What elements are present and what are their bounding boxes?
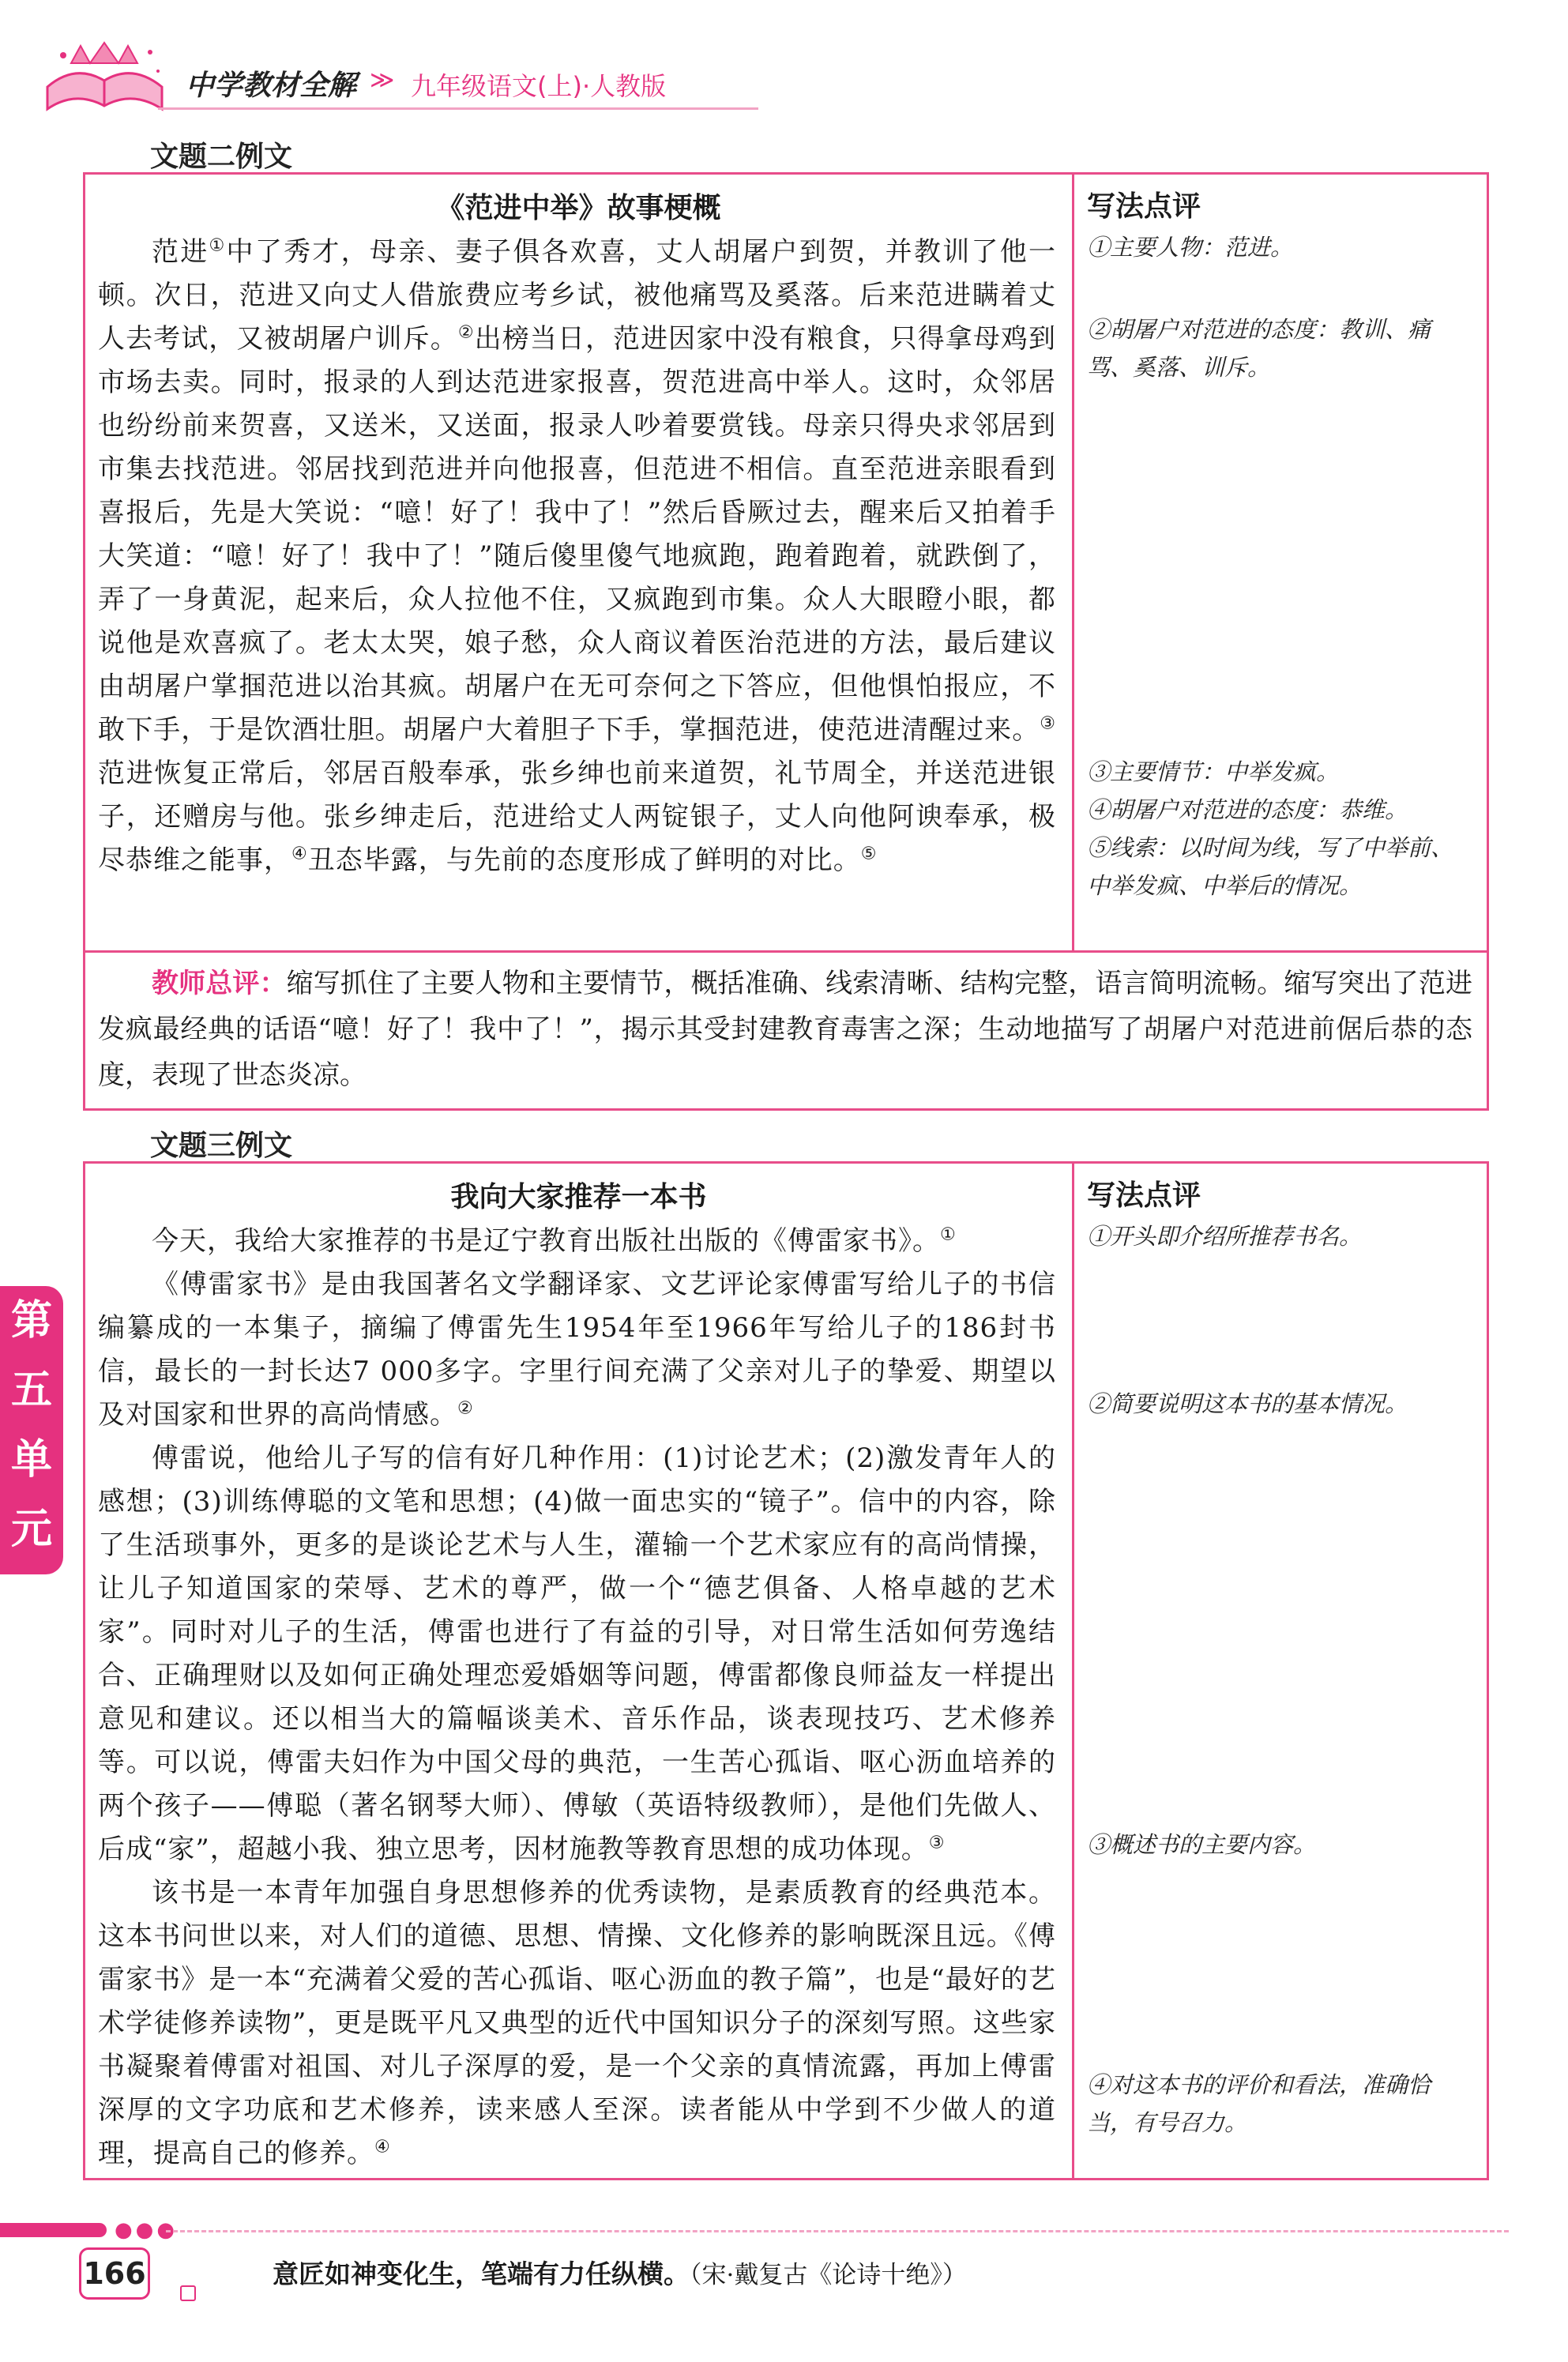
section2-note-2: ②胡屠户对范进的态度：教训、痛骂、奚落、训斥。 [1087,316,1431,381]
header-book-title: 中学教材全解 [186,70,357,102]
section2-heading: 文题二例文 [150,141,293,173]
page-square-icon [180,2285,196,2301]
section3-main-column [85,1164,1074,2178]
teacher-evaluation-label: 教师总评： [152,968,287,999]
unit-tab-char: 第 [10,1297,52,1345]
section3-paragraph-4: 该书是一本青年加强自身思想修养的优秀读物，是素质教育的经典范本。这本书问世以来，对人们的道德、思想、情操、文化修养的影响既深且远。《傅雷家书》是一本“充满着父爱的苦心孤诣、呕心沥血的教子篇”，也是“最好的艺术学徒修养读物”，更是既平凡又典型的近代中国知识分子的深刻写照。这些家书凝聚着傅雷对祖国、对儿子深厚的爱，是一个父亲的真情流露，再加上傅雷深厚的文字功底和艺术修养，读来感人至深。读者能从中学到不少做人的道理，提高自己的修养。④ [98,1877,1056,2169]
section2-essay-title: 《范进中举》故事梗概 [436,192,721,224]
teacher-evaluation [85,950,1487,1108]
section2-note-4: ④胡屠户对范进的态度：恭维。 [1087,796,1408,823]
section2-note-1: ①主要人物：范进。 [1087,234,1294,261]
unit-tab-char: 单 [10,1436,52,1484]
section3-note-3: ③概述书的主要内容。 [1087,1831,1317,1858]
page-number: 166 [79,2247,150,2300]
section3-note-1: ①开头即介绍所推荐书名。 [1087,1223,1363,1250]
book-logo-icon [39,32,170,118]
section3-heading: 文题三例文 [150,1130,293,1162]
section3-side-column [1074,1164,1487,2178]
section3-note-4: ④对这本书的评价和看法，准确恰当，有号召力。 [1087,2071,1431,2136]
unit-tab-char: 五 [10,1367,52,1414]
teacher-evaluation-text: 缩写抓住了主要人物和主要情节，概括准确、线索清晰、结构完整，语言简明流畅。缩写突出了范进发疯最经典的话语“噫！好了！我中了！”，揭示其受封建教育毒害之深；生动地描写了胡屠户对范进前倨后恭的态度，表现了世态炎凉。 [98,968,1472,1091]
section2-table [83,172,1489,1111]
footer-quote-source: （宋·戴复古《论诗十绝》） [690,2261,967,2289]
footer-quote-text: 意匠如神变化生，笔端有力任纵横。 [273,2259,690,2289]
section3-paragraph-1: 今天，我给大家推荐的书是辽宁教育出版社出版的《傅雷家书》。① [152,1224,957,1257]
footer-quote [273,2254,967,2291]
section3-paragraph-2: 《傅雷家书》是由我国著名文学翻译家、文艺评论家傅雷写给儿子的书信编纂成的一本集子，摘编了傅雷先生1954年至1966年写给儿子的186封书信，最长的一封长达7 000多字。字里行间充满了父亲对儿子的挚爱、期望以及对国家和世界的高尚情感。② [98,1269,1056,1431]
unit-tab [0,1286,63,1574]
section3-table [83,1161,1489,2180]
section2-note-5: ⑤线索：以时间为线，写了中举前、中举发疯、中举后的情况。 [1087,834,1454,899]
section2-comment-title: 写法点评 [1087,190,1201,223]
footer-accent-bar [0,2223,107,2237]
unit-tab-char: 元 [10,1506,52,1553]
section2-main-column [85,175,1074,950]
header-rule [158,107,758,110]
section2-note-3: ③主要情节：中举发疯。 [1087,758,1340,785]
section3-comment-title: 写法点评 [1087,1179,1201,1212]
section3-essay-title: 我向大家推荐一本书 [450,1181,707,1213]
footer-dots: ●●● [115,2218,179,2242]
section3-paragraph-3: 傅雷说，他给儿子写的信有好几种作用：(1)讨论艺术；(2)激发青年人的感想；(3)训练傅聪的文笔和思想；(4)做一面忠实的“镜子”。信中的内容，除了生活琐事外，更多的是谈论艺术与人生，灌输一个艺术家应有的高尚情操，让儿子知道国家的荣辱、艺术的尊严，做一个“德艺俱备、人格卓越的艺术家”。同时对儿子的生活，傅雷也进行了有益的引导，对日常生活如何劳逸结合、正确理财以及如何正确处理恋爱婚姻等问题，傅雷都像良师益友一样提出意见和建议。还以相当大的篇幅谈美术、音乐作品，谈表现技巧、艺术修养等。可以说，傅雷夫妇作为中国父母的典范，一生苦心孤诣、呕心沥血培养的两个孩子——傅聪（著名钢琴大师）、傅敏（英语特级教师），是他们先做人、后成“家”，超越小我、独立思考，因材施教等教育思想的成功体现。③ [98,1442,1056,1865]
section2-side-column [1074,175,1487,950]
footer-rule [166,2230,1509,2232]
header-subtitle: 九年级语文(上)·人教版 [411,71,667,101]
section3-note-2: ②简要说明这本书的基本情况。 [1087,1390,1408,1417]
section2-essay-paragraph: 范进①中了秀才，母亲、妻子俱各欢喜，丈人胡屠户到贺，并教训了他一顿。次日，范进又向丈人借旅费应考乡试，被他痛骂及奚落。后来范进瞒着丈人去考试，又被胡屠户训斥。②出榜当日，范进因家中没有粮食，只得拿母鸡到市场去卖。同时，报录的人到达范进家报喜，贺范进高中举人。这时，众邻居也纷纷前来贺喜，又送米，又送面，报录人吵着要赏钱。母亲只得央求邻居到市集去找范进。邻居找到范进并向他报喜，但范进不相信。直至范进亲眼看到喜报后，先是大笑说：“噫！好了！我中了！”然后昏厥过去，醒来后又拍着手大笑道：“噫！好了！我中了！”随后傻里傻气地疯跑，跑着跑着，就跌倒了，弄了一身黄泥，起来后，众人拉他不住，又疯跑到市集。众人大眼瞪小眼，都说他是欢喜疯了。老太太哭，娘子愁，众人商议着医治范进的方法，最后建议由胡屠户掌掴范进以治其疯。胡屠户在无可奈何之下答应，但他惧怕报应，不敢下手，于是饮酒壮胆。胡屠户大着胆子下手，掌掴范进，使范进清醒过来。③范进恢复正常后，邻居百般奉承，张乡绅也前来道贺，礼节周全，并送范进银子，还赠房与他。张乡绅走后，范进给丈人两锭银子，丈人向他阿谀奉承，极尽恭维之能事，④丑态毕露，与先前的态度形成了鲜明的对比。⑤ [98,235,1057,876]
header-arrow-icon: ≫ [370,66,395,94]
